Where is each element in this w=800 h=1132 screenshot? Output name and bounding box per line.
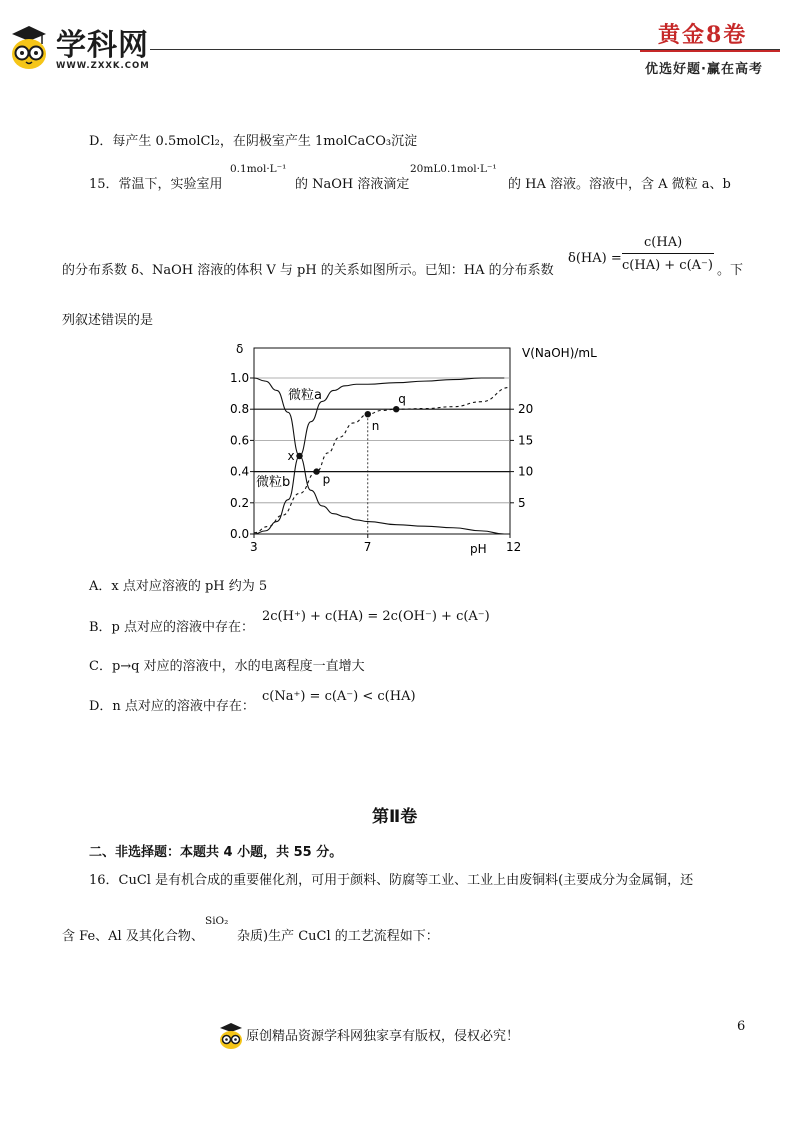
point-label-x: x (287, 449, 295, 463)
point-label-p: p (322, 472, 331, 487)
header-red-rule (640, 50, 780, 52)
y-left-tick-label: 0.6 (230, 433, 250, 448)
q16-line2-b: 杂质)生产 CuCl 的工艺流程如下： (237, 929, 439, 944)
section2-title: 第Ⅱ卷 (372, 807, 418, 827)
q15-option-d-equation: c(Na⁺) = c(A⁻) < c(HA) (262, 689, 416, 704)
x-tick-label: 3 (250, 540, 258, 554)
page-number: 6 (737, 1019, 746, 1034)
brand-url: WWW.ZXXK.COM (56, 61, 150, 71)
q15-concentration-1: 0.1mol·L⁻¹ (230, 163, 287, 175)
y-right-axis-title: V(NaOH)/mL (522, 346, 597, 360)
y-right-tick-label: 20 (518, 402, 534, 417)
point-n (365, 411, 371, 417)
q15-line2-end: 。下 (717, 263, 744, 278)
q15-line2: 的分布系数 δ、NaOH 溶液的体积 V 与 pH 的关系如图所示。已知：HA 的分布系数 (62, 263, 554, 278)
y-right-tick-label: 15 (518, 433, 534, 448)
slogan: 优选好题·赢在高考 (645, 62, 763, 77)
owl-footer-icon (217, 1020, 245, 1050)
y-left-axis-title: δ (236, 342, 244, 356)
q15-option-d: D．n 点对应的溶液中存在： (89, 699, 255, 714)
section2-heading: 二、非选择题：本题共 4 小题，共 55 分。 (89, 845, 343, 860)
x-tick-label: 12 (506, 540, 522, 554)
footer-logo (217, 1020, 245, 1050)
q15-concentration-2: 20mL0.1mol·L⁻¹ (410, 163, 497, 175)
q16-line2-a: 含 Fe、Al 及其化合物、 (62, 929, 204, 944)
q16-line1: 16．CuCl 是有机合成的重要催化剂，可用于颜料、防腐等工业、工业上由废铜料(主要成分为金属铜，还 (89, 873, 694, 888)
brand-name: 学科网 (56, 28, 149, 63)
owl-logo-icon (8, 22, 50, 72)
q15-line1-a: 15．常温下，实验室用 (89, 177, 223, 192)
y-left-tick-label: 0.4 (230, 464, 250, 479)
q15-option-a: A．x 点对应溶液的 pH 约为 5 (89, 579, 268, 594)
x-tick-label: 7 (363, 540, 372, 554)
x-axis-title: pH (470, 542, 487, 556)
q15-option-b: B．p 点对应的溶液中存在： (89, 620, 255, 635)
y-left-tick-label: 0.8 (230, 402, 250, 417)
y-right-tick-label: 5 (518, 495, 526, 510)
y-left-tick-label: 0.0 (230, 527, 250, 541)
series-title: 黄金8卷 (658, 22, 748, 48)
q15-line1-b: 的 NaOH 溶液滴定 (295, 177, 410, 192)
q15-option-c: C．p→q 对应的溶液中，水的电离程度一直增大 (89, 659, 365, 674)
q16-sio2: SiO₂ (205, 915, 229, 927)
formula-lhs: δ(HA) = (568, 251, 622, 266)
curve-label-a: 微粒a (288, 388, 322, 403)
q15-option-b-equation: 2c(H⁺) + c(HA) = 2c(OH⁻) + c(A⁻) (262, 609, 490, 624)
titration-chart (220, 335, 597, 560)
y-left-tick-label: 1.0 (230, 371, 250, 385)
point-x (296, 453, 302, 459)
y-right-tick-label: 10 (518, 464, 534, 479)
chart-frame (254, 348, 510, 534)
point-label-n: n (371, 419, 380, 434)
formula-denominator: c(HA) + c(A⁻) (622, 258, 713, 273)
copyright-notice: 原创精品资源学科网独家享有版权，侵权必究！ (246, 1029, 520, 1044)
header-logo (8, 22, 50, 72)
formula-numerator: c(HA) (644, 235, 683, 250)
q15-line1-c: 的 HA 溶液。溶液中，含 A 微粒 a、b (508, 177, 731, 192)
point-label-q: q (398, 392, 406, 407)
curve-label-b: 微粒b (256, 475, 291, 490)
formula-fraction-bar (622, 253, 714, 254)
point-p (313, 468, 319, 474)
q14-option-d: D．每产生 0.5molCl₂，在阴极室产生 1molCaCO₃沉淀 (89, 134, 418, 149)
q15-line3: 列叙述错误的是 (62, 313, 154, 328)
point-q (393, 406, 399, 412)
y-left-tick-label: 0.2 (230, 495, 250, 510)
